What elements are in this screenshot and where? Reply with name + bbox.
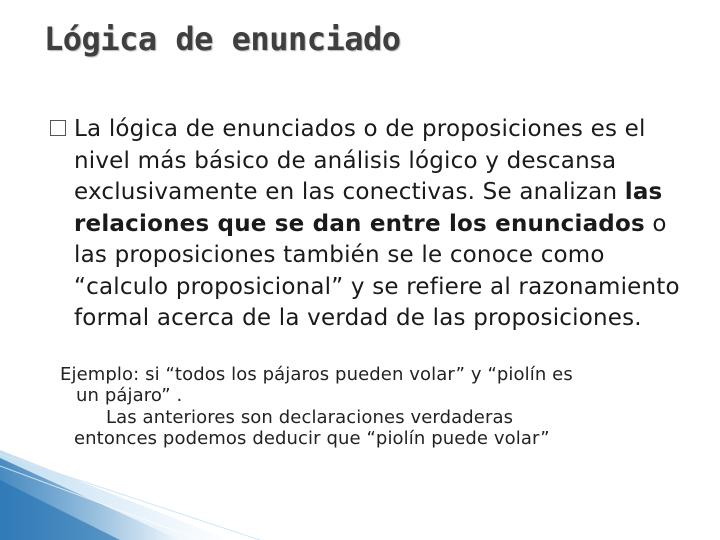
bullet-paragraph xyxy=(50,114,690,335)
example-block xyxy=(60,364,680,449)
bullet-text-after: o las proposiciones también se le conoce como “calculo proposicional” y se refiere al razonamiento formal acerca de la verdad de las proposiciones. xyxy=(74,210,680,331)
example-line-2: un pájaro” . xyxy=(76,385,183,406)
slide-title: Lógica de enunciado xyxy=(44,20,401,58)
hollow-square-bullet-icon xyxy=(50,120,66,136)
bullet-bold-text: las relaciones que se dan entre los enunciados xyxy=(74,179,663,237)
example-line-1: Ejemplo: si “todos los pájaros pueden volar” y “piolín es xyxy=(60,364,573,385)
example-line-4: entonces podemos deducir que “piolín puede volar” xyxy=(74,428,550,449)
bullet-text xyxy=(74,114,690,335)
bullet-text-before: La lógica de enunciados o de proposiciones es el nivel más básico de análisis lógico y descansa exclusivamente en las conectivas. Se analizan xyxy=(74,116,646,205)
example-line-3: Las anteriores son declaraciones verdaderas xyxy=(106,407,514,428)
decorative-blue-swoosh xyxy=(0,440,300,540)
